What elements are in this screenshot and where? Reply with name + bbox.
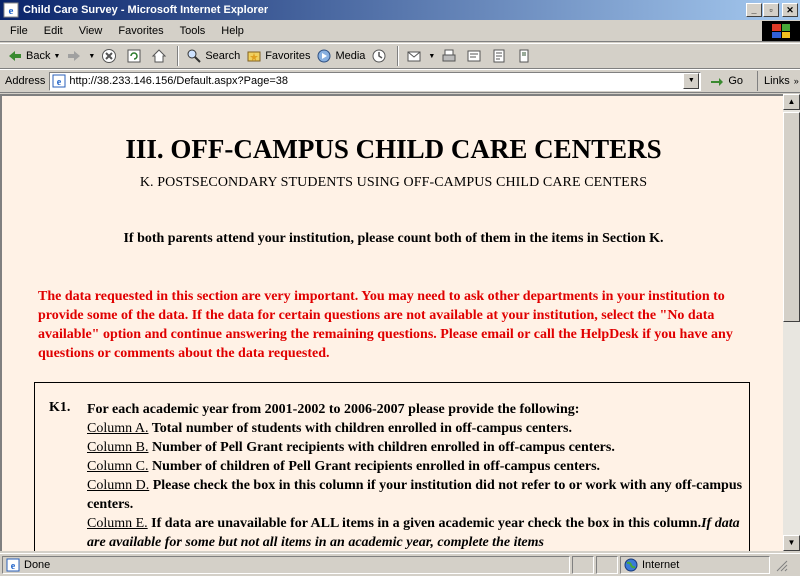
address-input[interactable] — [69, 73, 683, 89]
vertical-scrollbar[interactable] — [783, 94, 800, 551]
links-label: Links — [764, 75, 790, 87]
scroll-down-icon[interactable]: ▼ — [783, 535, 800, 551]
window-title: Child Care Survey - Microsoft Internet Explorer — [23, 4, 269, 16]
mail-icon — [406, 48, 422, 64]
column-b-label: Column B. — [87, 440, 149, 455]
zone-label: Internet — [642, 559, 680, 571]
windows-logo-icon — [762, 21, 800, 41]
address-bar — [0, 69, 800, 93]
search-icon — [186, 48, 202, 64]
back-label: Back — [26, 50, 51, 62]
status-empty-2 — [596, 556, 618, 574]
forward-arrow-icon — [66, 48, 82, 64]
go-button[interactable] — [709, 73, 743, 89]
forward-dropdown-icon[interactable]: ▼ — [88, 52, 96, 60]
page-title: III. OFF-CAMPUS CHILD CARE CENTERS — [125, 134, 662, 164]
menu-view[interactable]: View — [78, 24, 103, 37]
mail-button[interactable] — [403, 45, 438, 67]
column-c-label: Column C. — [87, 459, 149, 474]
menu-edit[interactable]: Edit — [43, 24, 63, 37]
question-number: K1. — [49, 400, 71, 415]
back-button[interactable] — [4, 45, 63, 67]
forward-button[interactable] — [63, 45, 98, 67]
back-arrow-icon — [7, 48, 23, 64]
column-b-text: Number of Pell Grant recipients with children enrolled in off-campus centers. — [148, 440, 615, 455]
status-empty-1 — [572, 556, 594, 574]
column-d-text: Please check the box in this column if your institution did not refer to or work with any off-campus centers. — [87, 478, 743, 512]
refresh-icon — [126, 48, 142, 64]
favorites-label: Favorites — [265, 50, 311, 62]
edit-button[interactable] — [463, 45, 488, 67]
column-a-item — [87, 419, 747, 438]
page-content — [0, 94, 783, 551]
printer-icon — [441, 48, 457, 64]
ie-icon — [3, 2, 19, 18]
search-button[interactable] — [183, 45, 243, 67]
discuss-button[interactable] — [488, 45, 513, 67]
page-done-icon — [6, 558, 20, 572]
maximize-button[interactable]: ▫ — [763, 3, 779, 17]
messenger-button[interactable] — [513, 45, 538, 67]
stop-button[interactable] — [98, 45, 123, 67]
go-label: Go — [728, 75, 744, 87]
column-e-item — [87, 514, 747, 551]
history-icon — [371, 48, 387, 64]
address-field[interactable] — [49, 72, 701, 91]
scroll-thumb[interactable] — [783, 112, 800, 322]
instruction-note: If both parents attend your institution, please count both of them in the items in Section K. — [123, 231, 664, 246]
menu-help[interactable]: Help — [221, 24, 244, 37]
warning-text: The data requested in this section are very important. You may need to ask other departments in your institution to provide some of the data. If the data for certain questions are not available at your institution, select the "No data available" option and continue answering the remaining questions. Please email or call the HelpDesk if you have any questions or comments about the data requested. — [38, 289, 733, 361]
address-dropdown-icon[interactable]: ▼ — [683, 73, 699, 89]
menu-tools[interactable]: Tools — [179, 24, 206, 37]
favorites-folder-icon — [246, 48, 262, 64]
refresh-button[interactable] — [123, 45, 148, 67]
status-zone — [620, 556, 770, 574]
svg-text:e: e — [10, 561, 16, 572]
section-subtitle: K. POSTSECONDARY STUDENTS USING OFF-CAMPUS CHILD CARE CENTERS — [139, 175, 648, 190]
status-bar — [0, 553, 800, 576]
svg-text:e: e — [8, 5, 14, 17]
history-button[interactable] — [368, 45, 393, 67]
column-d-label: Column D. — [87, 478, 150, 493]
column-c-text: Number of children of Pell Grant recipients enrolled in off-campus centers. — [148, 459, 601, 474]
print-button[interactable] — [438, 45, 463, 67]
minimize-button[interactable]: _ — [746, 3, 762, 17]
document-icon — [491, 48, 507, 64]
edit-icon — [466, 48, 482, 64]
home-icon — [151, 48, 167, 64]
column-c-item — [87, 457, 747, 476]
page-icon — [52, 74, 66, 88]
question-k1-box — [34, 382, 750, 551]
column-b-item — [87, 438, 747, 457]
links-chevron-icon: » — [793, 76, 799, 86]
go-arrow-icon — [709, 73, 725, 89]
stop-icon — [101, 48, 117, 64]
status-text: Done — [24, 559, 51, 571]
menu-favorites[interactable]: Favorites — [118, 24, 164, 37]
globe-icon — [624, 558, 638, 572]
title-bar — [0, 0, 800, 20]
column-e-italic-text: If data are available for some but not all items in an academic year, complete the items — [87, 516, 740, 550]
column-e-label: Column E. — [87, 516, 148, 531]
resize-grip-icon[interactable] — [774, 558, 788, 572]
home-button[interactable] — [148, 45, 173, 67]
search-label: Search — [205, 50, 241, 62]
favorites-button[interactable] — [243, 45, 313, 67]
column-a-text: Total number of students with children enrolled in off-campus centers. — [148, 421, 572, 436]
menu-bar — [0, 20, 800, 42]
scroll-up-icon[interactable]: ▲ — [783, 94, 800, 110]
status-main — [2, 556, 570, 574]
question-intro: For each academic year from 2001-2002 to 2006-2007 please provide the following: — [87, 402, 580, 417]
links-button[interactable] — [757, 71, 799, 91]
question-k1-text — [87, 400, 747, 551]
media-button[interactable] — [313, 45, 368, 67]
address-label: Address — [5, 75, 46, 87]
messenger-icon — [516, 48, 532, 64]
menu-file[interactable]: File — [10, 24, 28, 37]
svg-text:e: e — [57, 77, 62, 88]
media-label: Media — [335, 50, 366, 62]
back-dropdown-icon[interactable]: ▼ — [53, 52, 61, 60]
mail-dropdown-icon[interactable]: ▼ — [428, 52, 436, 60]
media-icon — [316, 48, 332, 64]
column-d-item — [87, 476, 747, 514]
column-e-text: If data are unavailable for ALL items in a given academic year check the box in this column. — [147, 516, 702, 531]
column-a-label: Column A. — [87, 421, 149, 436]
toolbar — [0, 43, 800, 69]
close-button[interactable]: ✕ — [782, 3, 798, 17]
